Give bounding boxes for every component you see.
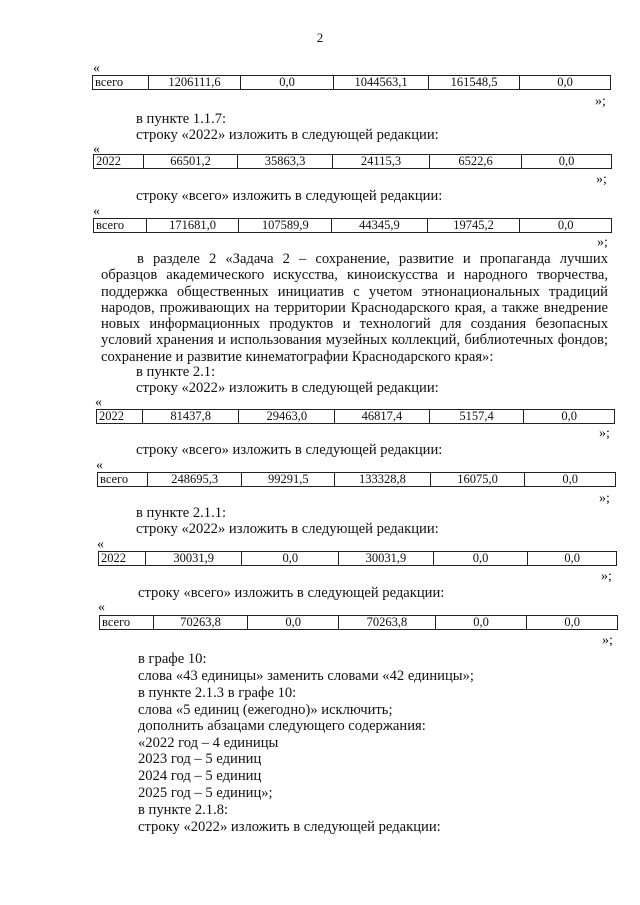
text-line: дополнить абзацами следующего содержания:: [138, 718, 426, 734]
table-cell: 81437,8: [142, 410, 239, 423]
table-cell: 46817,4: [334, 410, 429, 423]
table-cell: 99291,5: [241, 473, 334, 486]
open-quote: «: [98, 600, 105, 615]
table-cell: 1206111,6: [148, 76, 240, 89]
table-cell: 0,0: [521, 155, 611, 168]
table-cell: всего: [100, 473, 129, 486]
open-quote: «: [95, 395, 102, 410]
table-row-2022-2: [96, 409, 615, 424]
table-cell: 66501,2: [143, 155, 237, 168]
table-cell: всего: [95, 76, 124, 89]
text-line: в пункте 1.1.7:: [136, 111, 227, 127]
text-line: в пункте 2.1.3 в графе 10:: [138, 685, 297, 701]
table-cell: 0,0: [435, 616, 527, 629]
table-cell: 0,0: [247, 616, 338, 629]
text-line: слова «5 единиц (ежегодно)» исключить;: [138, 702, 393, 718]
table-cell: 0,0: [519, 76, 610, 89]
text-line: строку «всего» изложить в следующей редакции:: [136, 188, 443, 204]
table-row-2022-1: [93, 154, 612, 169]
section-2-paragraph: в разделе 2 «Задача 2 – сохранение, развитие и пропаганда лучших образцов академического искусства, киноискусства и народного творчества, поддержка общественных инициатив с учетом этнонациональных традиций народов, проживающих на территории Краснодарского края, а также внедрение новых информационных продуктов и технологий для создания безопасных условий хранения и использования музейных коллекций, библиотечных фондов; сохранение и развитие кинематографии Краснодарского края»:: [101, 251, 608, 365]
table-cell: 0,0: [519, 219, 611, 232]
table-cell: 30031,9: [145, 552, 242, 565]
open-quote: «: [93, 204, 100, 219]
table-row-vsego-1: [92, 75, 611, 90]
table-cell: 44345,9: [331, 219, 427, 232]
table-cell: 30031,9: [338, 552, 433, 565]
close-quote: »;: [595, 94, 606, 109]
table-cell: 2022: [99, 410, 124, 423]
table-cell: 133328,8: [334, 473, 430, 486]
text-line: 2024 год – 5 единиц: [138, 768, 262, 784]
close-quote: »;: [596, 172, 607, 187]
close-quote: »;: [601, 569, 612, 584]
table-cell: 16075,0: [430, 473, 525, 486]
table-cell: 248695,3: [147, 473, 242, 486]
table-row-vsego-4: [99, 615, 618, 630]
table-cell: 0,0: [526, 616, 617, 629]
text-line: слова «43 единицы» заменить словами «42 единицы»;: [138, 668, 474, 684]
table-cell: 161548,5: [428, 76, 519, 89]
table-cell: 70263,8: [153, 616, 248, 629]
table-cell: 6522,6: [429, 155, 521, 168]
close-quote: »;: [599, 426, 610, 441]
text-line: строку «всего» изложить в следующей редакции:: [136, 442, 443, 458]
text-line: в пункте 2.1.1:: [136, 505, 227, 521]
text-line: в графе 10:: [138, 651, 207, 667]
open-quote: «: [97, 537, 104, 552]
table-cell: 0,0: [524, 473, 615, 486]
text-line: в пункте 2.1:: [136, 364, 216, 380]
table-cell: 19745,2: [427, 219, 520, 232]
table-cell: всего: [102, 616, 131, 629]
open-quote: «: [96, 458, 103, 473]
table-cell: всего: [96, 219, 125, 232]
open-quote: «: [93, 61, 100, 76]
close-quote: »;: [597, 235, 608, 250]
table-cell: 35863,3: [237, 155, 332, 168]
table-cell: 0,0: [240, 76, 333, 89]
open-quote: «: [93, 142, 100, 157]
text-line: 2025 год – 5 единиц»;: [138, 785, 273, 801]
table-cell: 0,0: [241, 552, 338, 565]
text-line: 2023 год – 5 единиц: [138, 751, 262, 767]
text-line: в пункте 2.1.8:: [138, 802, 229, 818]
page-number: 2: [316, 30, 324, 45]
table-cell: 0,0: [527, 552, 616, 565]
table-cell: 2022: [101, 552, 126, 565]
table-cell: 29463,0: [238, 410, 334, 423]
text-line: строку «2022» изложить в следующей редакции:: [136, 521, 439, 537]
table-cell: 24115,3: [332, 155, 429, 168]
table-row-vsego-3: [97, 472, 616, 487]
table-cell: 70263,8: [338, 616, 435, 629]
text-line: «2022 год – 4 единицы: [138, 735, 279, 751]
text-line: строку «всего» изложить в следующей редакции:: [138, 585, 445, 601]
text-line: строку «2022» изложить в следующей редакции:: [136, 127, 439, 143]
table-cell: 0,0: [523, 410, 614, 423]
table-cell: 171681,0: [146, 219, 239, 232]
table-cell: 0,0: [433, 552, 528, 565]
table-cell: 2022: [96, 155, 121, 168]
close-quote: »;: [602, 633, 613, 648]
table-row-vsego-2: [93, 218, 612, 233]
table-cell: 5157,4: [429, 410, 524, 423]
close-quote: »;: [599, 491, 610, 506]
table-cell: 107589,9: [238, 219, 331, 232]
table-row-2022-3: [98, 551, 617, 566]
text-line: строку «2022» изложить в следующей редакции:: [136, 380, 439, 396]
table-cell: 1044563,1: [333, 76, 428, 89]
text-line: строку «2022» изложить в следующей редакции:: [138, 819, 441, 835]
